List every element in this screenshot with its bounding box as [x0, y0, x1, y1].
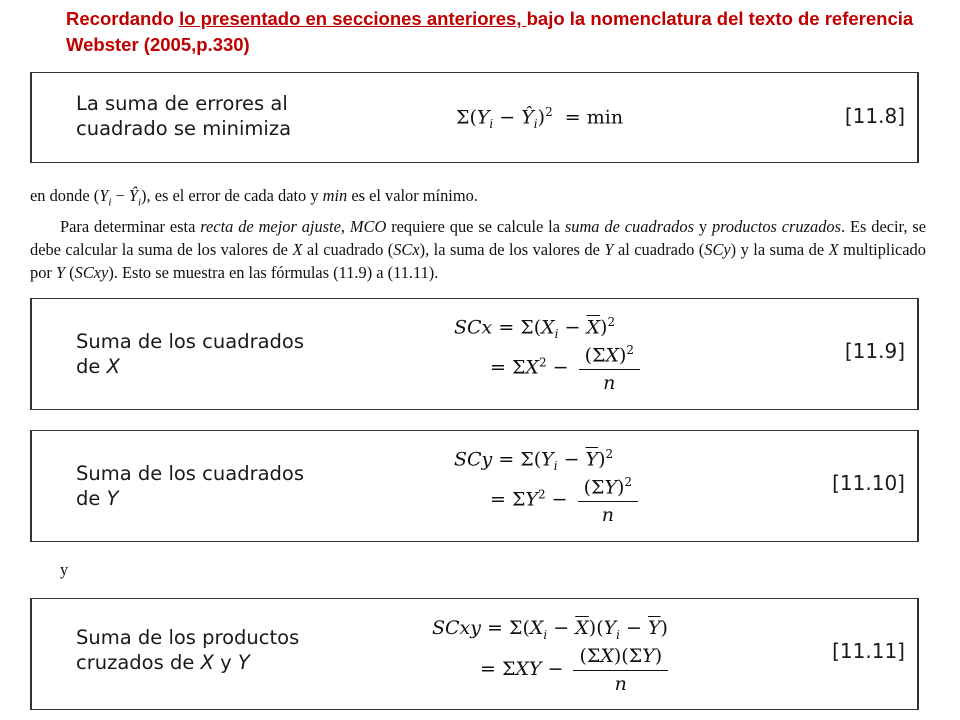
heading-part3: bajo la nomenclatura del texto de referencia Webster (2005,p.330) — [66, 8, 914, 55]
box4-label-line1: Suma de los productos — [76, 626, 300, 649]
formula-11-9-line2: = $\Sigma X^2$ − $\frac{(\Sigma X)^2}{n}$ — [490, 343, 640, 394]
formula-11-11-line2: = ΣXY − $\frac{(\Sigma X)(\Sigma Y)}{n}$ — [480, 645, 668, 695]
box1-label-line1: La suma de errores al — [76, 92, 288, 115]
eq-number-11-11: [11.11] — [832, 639, 905, 663]
formula-box-11-11 — [30, 598, 919, 710]
box3-label-line1: Suma de los cuadrados — [76, 462, 305, 485]
slide-heading — [66, 6, 926, 58]
y-connector: y — [60, 560, 69, 579]
box2-label — [76, 329, 304, 379]
formula-box-11-10 — [30, 430, 919, 542]
box1-label-line2: cuadrado se minimiza — [76, 117, 292, 140]
box2-label-line1: Suma de los cuadrados — [76, 330, 305, 353]
formula-box-11-9 — [30, 298, 919, 410]
formula-11-11-line1: SCxy = $\Sigma(X_i - \overline{X})(Y_i - \overline{Y})$ — [432, 617, 668, 642]
eq-number-11-8: [11.8] — [844, 104, 905, 128]
eq-number-11-9: [11.9] — [844, 339, 905, 363]
heading-underlined: lo presentado en secciones anteriores, — [179, 8, 527, 29]
box3-label — [76, 461, 304, 511]
formula-box-11-8 — [30, 72, 919, 163]
box1-label — [76, 91, 291, 141]
box2-label-line2: de X — [76, 355, 120, 378]
formula-11-8: $\Sigma(Y_i$ − $Ŷ_i)^2 = \min$ — [456, 105, 624, 132]
formula-11-9-line1: SCx = $\Sigma(X_i - \overline{X})^2$ — [454, 315, 616, 342]
box4-label — [76, 625, 299, 675]
box3-label-line2: de Y — [76, 487, 119, 510]
heading-part1: Recordando — [66, 8, 180, 29]
formula-11-10-line1: SCy = $\Sigma(Y_i - \overline{Y})^2$ — [454, 447, 614, 474]
formula-11-10-line2: = $\Sigma Y^2$ − $\frac{(\Sigma Y)^2}{n}$ — [490, 475, 638, 526]
explanatory-paragraph: Para determinar esta recta de mejor ajuste, MCO requiere que se calcule la suma de cuadrados y productos cruzados. Es decir, se debe calcular la suma de los valores de X al cuadrado (SCx), la suma de los valores de Y al cuadrado (SCy) y la suma de X multiplicado por Y (SCxy). Esto se muestra en las fórmulas (11.9) a (11.11). — [30, 217, 926, 282]
min-word: min — [586, 106, 624, 129]
box4-label-line2: cruzados de X y Y — [76, 651, 250, 674]
eq-number-11-10: [11.10] — [832, 471, 905, 495]
error-definition: en donde ($Y_i$ − $Ŷ_i$), es el error de cada dato y min es el valor mínimo. — [30, 186, 478, 209]
